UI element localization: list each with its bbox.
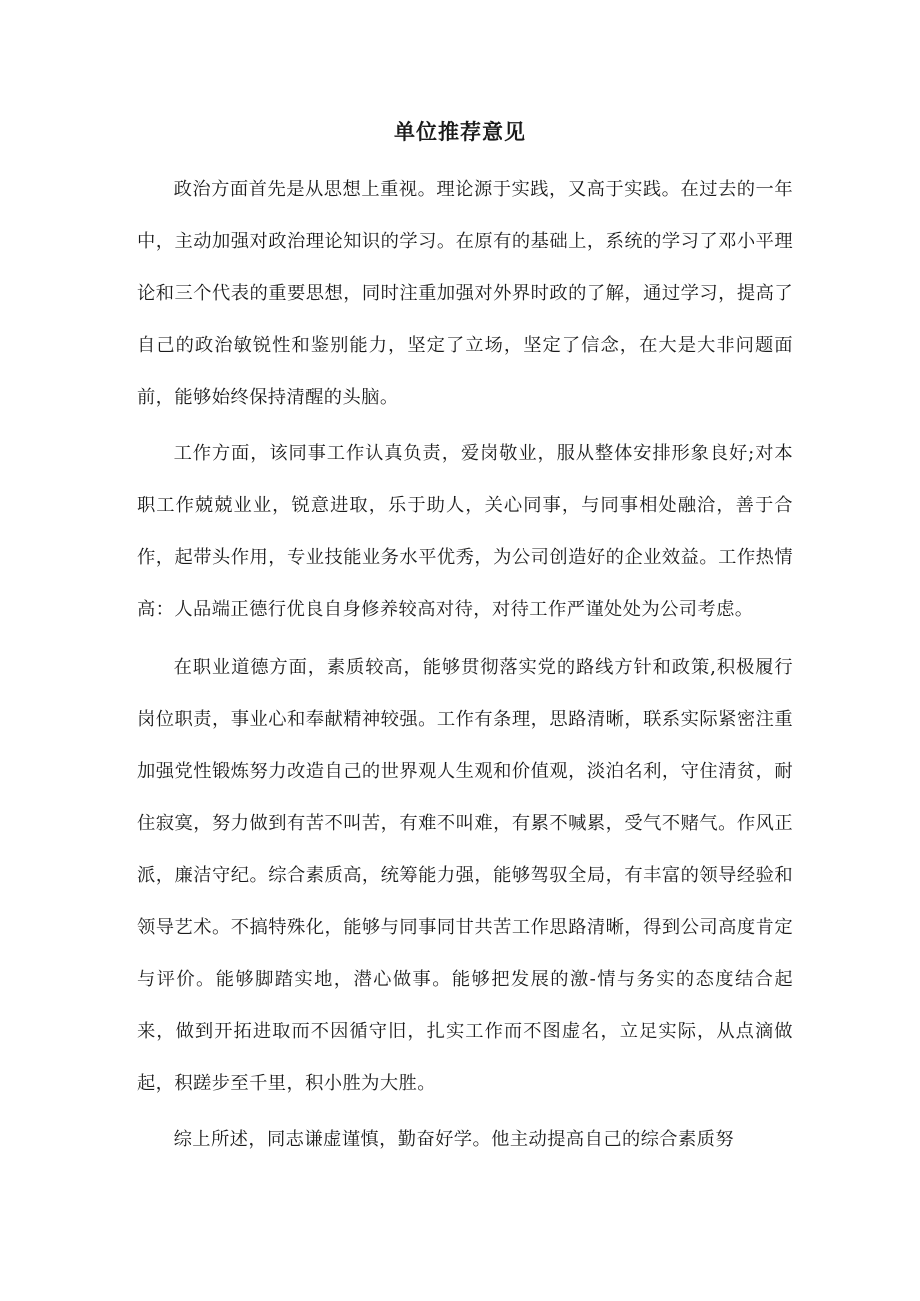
paragraph-professional-ethics: 在职业道德方面，素质较高，能够贯彻落实党的路线方针和政策,积极履行岗位职责，事业心和奉献精神较强。工作有条理，思路清晰，联系实际紧密注重加强党性锻炼努力改造自己的世界观人生观和价值观，淡泊名利，守住清贫，耐住寂寞，努力做到有苦不叫苦，有难不叫难，有累不喊累，受气不赌气。作风正派，廉洁守纪。综合素质高，统筹能力强，能够驾驭全局，有丰富的领导经验和领导艺术。不搞特殊化，能够与同事同甘共苦工作思路清晰，得到公司高度肯定与评价。能够脚踏实地，潜心做事。能够把发展的激-情与务实的态度结合起来，做到开拓进取而不因循守旧，扎实工作而不图虚名，立足实际，从点滴做起，积蹉步至千里，积小胜为大胜。 (137, 657, 793, 1094)
paragraph-work: 工作方面，该同事工作认真负责，爱岗敬业，服从整体安排形象良好;对本职工作兢兢业业，锐意进取，乐于助人，关心同事，与同事相处融洽，善于合作，起带头作用，专业技能业务水平优秀，为公司创造好的企业效益。工作热情高：人品端正德行优良自身修养较高对待，对待工作严谨处处为公司考虑。 (137, 443, 793, 620)
paragraph-summary: 综上所述，同志谦虚谨慎，勤奋好学。他主动提高自己的综合素质努 (173, 1129, 735, 1150)
document-body (137, 164, 793, 1166)
paragraph-political: 政治方面首先是从思想上重视。理论源于实践，又高于实践。在过去的一年中，主动加强对政治理论知识的学习。在原有的基础上，系统的学习了邓小平理论和三个代表的重要思想，同时注重加强对外界时政的了解，通过学习，提高了自己的政治敏锐性和鉴别能力，坚定了立场，坚定了信念，在大是大非问题面前，能够始终保持清醒的头脑。 (137, 179, 793, 408)
document-title: 单位推荐意见 (394, 120, 526, 144)
